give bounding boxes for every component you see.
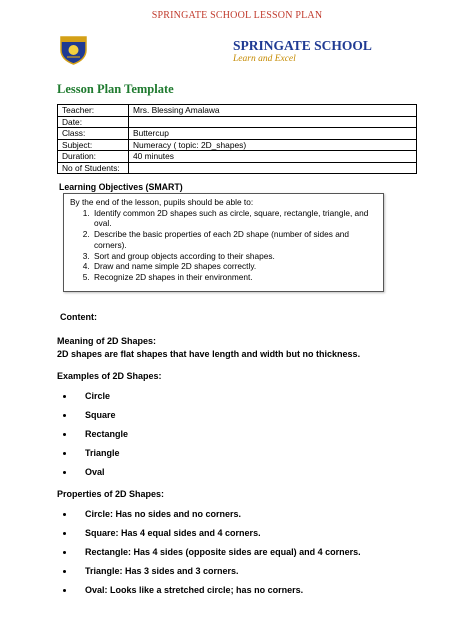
table-row	[58, 128, 417, 140]
list-item: • Rectangle	[75, 429, 457, 439]
table-row	[58, 151, 417, 163]
school-crest-logo	[57, 35, 90, 65]
table-row	[58, 116, 417, 128]
list-item: • Circle	[75, 391, 457, 401]
properties-heading: Properties of 2D Shapes:	[57, 489, 165, 499]
objectives-intro: By the end of the lesson, pupils should be able to:	[70, 197, 254, 207]
table-row	[58, 162, 417, 174]
page-title: Lesson Plan Template	[57, 82, 174, 96]
info-label-date: Date:	[58, 116, 129, 128]
list-item: • Triangle	[75, 448, 457, 458]
list-item: • Square: Has 4 equal sides and 4 corners.	[75, 528, 457, 538]
list-item: • Square	[75, 410, 457, 420]
list-item: 5. Recognize 2D shapes in their environment.	[92, 272, 377, 283]
properties-list	[57, 509, 457, 595]
content-section	[57, 312, 457, 595]
examples-list	[57, 391, 457, 477]
info-label-students: No of Students:	[58, 162, 129, 174]
objectives-heading: Learning Objectives (SMART)	[59, 182, 183, 192]
content-heading: Content:	[60, 312, 97, 322]
list-item: • Triangle: Has 3 sides and 3 corners.	[75, 566, 457, 576]
list-item: 3. Sort and group objects according to their shapes.	[92, 251, 377, 262]
table-row	[58, 139, 417, 151]
objectives-list	[70, 208, 377, 283]
info-value-subject: Numeracy ( topic: 2D_shapes)	[129, 139, 417, 151]
header-document-title: SPRINGATE SCHOOL LESSON PLAN	[151, 10, 323, 21]
info-value-date	[129, 116, 417, 128]
info-value-teacher: Mrs. Blessing Amalawa	[129, 105, 417, 117]
meaning-text: 2D shapes are flat shapes that have length and width but no thickness.	[57, 349, 361, 359]
info-label-teacher: Teacher:	[58, 105, 129, 117]
info-label-duration: Duration:	[58, 151, 129, 163]
list-item: • Rectangle: Has 4 sides (opposite sides are equal) and 4 corners.	[75, 547, 457, 557]
info-label-class: Class:	[58, 128, 129, 140]
lesson-info-table	[57, 104, 417, 174]
objectives-box	[63, 193, 384, 292]
list-item: • Oval	[75, 467, 457, 477]
info-value-class: Buttercup	[129, 128, 417, 140]
meaning-heading: Meaning of 2D Shapes:	[57, 336, 157, 346]
info-label-subject: Subject:	[58, 139, 129, 151]
info-value-students	[129, 162, 417, 174]
list-item: • Circle: Has no sides and no corners.	[75, 509, 457, 519]
list-item: 4. Draw and name simple 2D shapes correctly.	[92, 261, 377, 272]
info-value-duration: 40 minutes	[129, 151, 417, 163]
table-row	[58, 105, 417, 117]
list-item: 2. Describe the basic properties of each 2D shape (number of sides and corners).	[92, 229, 377, 250]
list-item: • Oval: Looks like a stretched circle; has no corners.	[75, 585, 457, 595]
examples-heading: Examples of 2D Shapes:	[57, 371, 162, 381]
school-name: SPRINGATE SCHOOL	[233, 38, 372, 53]
school-motto: Learn and Excel	[233, 54, 296, 64]
list-item: 1. Identify common 2D shapes such as circle, square, rectangle, triangle, and oval.	[92, 208, 377, 229]
